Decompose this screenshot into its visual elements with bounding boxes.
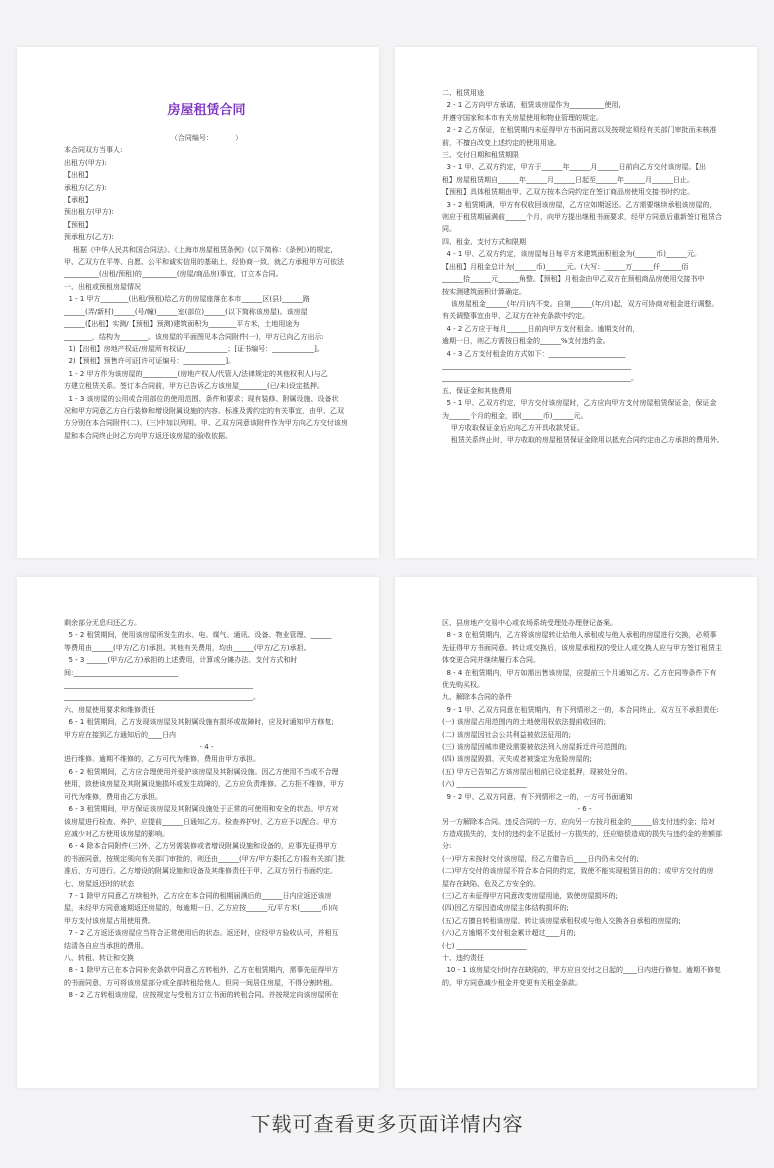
text-line: (六)乙方逾期不支付租金累计超过____月的; xyxy=(442,929,576,938)
text-line: ______拾______元______角整。【预租】月租金由甲乙双方在预租商品房使用交接书中 xyxy=(442,275,705,284)
text-line: 先征得甲方书面同意。转让或交换后，该房屋承租权的受让人或交换人应与甲方签订租赁主 xyxy=(442,643,722,652)
text-line: 该房屋租金______(年/月)内不变。自第______(年/月)起，双方可协商对租金进行调整。 xyxy=(442,299,719,308)
text-line: 9 - 1 甲、乙双方同意在租赁期内，有下列情形之一的，本合同终止，双方互不承担责任: xyxy=(442,705,719,714)
text-line: (三) 该房屋因城市建设需要被依法列入房屋拆迁许可范围的; xyxy=(442,743,628,752)
page-4-text xyxy=(442,617,727,989)
page-1 xyxy=(17,47,379,558)
text-line: ______(弄/新村)______(号/幢)______室(部位)______(以下简称该房屋)。该房屋 xyxy=(64,307,308,316)
text-line: 十、违约责任 xyxy=(442,953,484,962)
text-line: (五) 甲方已告知乙方该房屋出租前已设定抵押，现被处分的。 xyxy=(442,767,632,776)
text-line: (二) 该房屋因社会公共利益被依法征用的; xyxy=(442,730,572,739)
text-line: (三)乙方未征得甲方同意改变房屋用途，致使房屋损坏的; xyxy=(442,891,618,900)
text-line: 【出租】月租金总计为(______币)______元。(大写：______万______仟______佰 xyxy=(442,262,689,271)
text-line: 准后，方可进行。乙方增设的附属设施和设备及其维修责任于甲、乙双方另行书面约定。 xyxy=(64,867,337,876)
text-line: 2)【预租】预售许可证[许可证编号：____________]。 xyxy=(64,357,236,366)
text-line: 分: xyxy=(442,842,452,851)
text-line: 1 - 2 甲方作为该房屋的__________(房地产权人/代管人/法律规定的其他权利人)与乙 xyxy=(64,369,328,378)
text-line: 租赁关系终止时，甲方收取的房屋租赁保证金除用以抵充合同约定由乙方承担的费用外, xyxy=(442,436,720,445)
document-title: 房屋租赁合同 xyxy=(167,103,246,118)
text-line: 并遵守国家和本市有关房屋使用和物业管理的规定。 xyxy=(442,113,603,122)
text-line: 二、租赁用途 xyxy=(442,89,484,97)
text-line: 屋存在缺陷、危及乙方安全的。 xyxy=(442,879,540,888)
text-line: 可代为维修，费用由乙方承担。 xyxy=(64,792,162,801)
text-line: (四) 该房屋毁损、灭失或者被鉴定为危险房屋的; xyxy=(442,755,593,764)
text-line: - 4 - xyxy=(199,743,214,752)
text-line: - 6 - xyxy=(577,805,592,814)
text-line: 甲方收取保证金后应向乙方开具收款凭证。 xyxy=(442,423,584,432)
text-line: 逾期一日，则乙方需按日租金的______%支付违约金。 xyxy=(442,337,610,346)
page-3-content xyxy=(64,617,349,1002)
text-line: 1 - 3 该房屋的公用或合用部位的使用范围、条件和要求；现有装修、附属设施、设备状 xyxy=(64,394,339,403)
text-line: 9 - 2 甲、乙双方同意，有下列情形之一的，一方可书面通知 xyxy=(442,792,633,801)
text-line: ______________________________________________________ xyxy=(64,681,253,690)
text-line: 九、解除本合同的条件 xyxy=(442,693,512,702)
text-line: 【承租】 xyxy=(64,196,92,205)
page-1-content xyxy=(64,99,349,442)
text-line: (五)乙方擅自转租该房屋、转让该房屋承租权或与他人交换各自承租的房屋的; xyxy=(442,916,681,925)
text-line: 甲方应在接到乙方通知后的____日内 xyxy=(64,730,176,739)
text-line: 【预租】 xyxy=(64,220,92,229)
text-line: 的书面同意，按规定须向有关部门审批的，则还由______(甲方/甲方委托乙方)报有关部门批 xyxy=(64,854,345,863)
text-line: 2 - 1 乙方向甲方承诺，租赁该房屋作为__________使用, xyxy=(442,101,621,110)
text-line: 租】房屋租赁期自______年______月______日起至______年______月______日止。 xyxy=(442,175,694,184)
text-line: 的，甲方同意减少租金并变更有关租金条款。 xyxy=(442,978,582,987)
page-3-text xyxy=(64,617,349,1002)
text-line: 八、转租、转让和交换 xyxy=(64,953,134,962)
text-line: 况和甲方同意乙方自行装修和增设附属设施的内容、标准及需约定的有关事宜，由甲、乙双 xyxy=(64,406,344,415)
text-line: ______________________________________________________ xyxy=(442,361,631,370)
page-2-content xyxy=(442,87,727,447)
page-4-content xyxy=(442,617,727,989)
text-line: 屋和本合同终止时乙方向甲方返还该房屋的验收依据。 xyxy=(64,431,232,440)
text-line: 进行维修。逾期不维修的，乙方可代为维修，费用由甲方承担。 xyxy=(64,755,260,764)
text-line: 屋，未经甲方同意逾期返还房屋的，每逾期一日，乙方应按______元/平方米(______币)向 xyxy=(64,904,338,913)
text-line: 一、出租或预租房屋情况 xyxy=(64,282,141,291)
text-line: 间:______________________________ xyxy=(64,668,179,677)
text-line: 6 - 4 除本合同附件(三)外，乙方另需装修或者增设附属设施和设备的，应事先征得甲方 xyxy=(64,842,338,851)
text-line: (一) 该房屋占用范围内的土地使用权依法提前收回的; xyxy=(442,718,607,727)
page-1-text xyxy=(64,132,349,442)
text-line: 五、保证金和其他费用 xyxy=(442,386,512,395)
text-line: 2 - 2 乙方保证，在租赁期内未征得甲方书面同意以及按规定须经有关部门审批而未核准 xyxy=(442,126,717,135)
page-4 xyxy=(395,577,757,1088)
text-line: 6 - 2 租赁期间，乙方应合理使用并爱护该房屋及其附属设施。因乙方使用不当或不合理 xyxy=(64,767,339,776)
text-line: 前，不擅自改变上述约定的使用用途。 xyxy=(442,138,561,147)
text-line: 使用，致使该房屋及其附属设施损坏或发生故障的，乙方应负责维修。乙方拒不维修，甲方 xyxy=(64,780,344,789)
text-line: 预出租方(甲方): xyxy=(64,208,114,217)
text-line: ________，结构为________。该房屋的平面图见本合同附件(一)，甲方已向乙方出示: xyxy=(64,332,324,341)
text-line: 【出租】 xyxy=(64,171,92,180)
text-line: 三、交付日期和租赁期限 xyxy=(442,151,519,160)
text-line: (六) ____________________ xyxy=(442,780,527,789)
text-line: 等费用由______(甲方/乙方)承担。其他有关费用，均由______(甲方/乙方)承担。 xyxy=(64,643,311,652)
text-line: 8 - 3 在租赁期内，乙方将该房屋转让给他人承租或与他人承租的房屋进行交换，必须事 xyxy=(442,631,717,640)
text-line: ______________________________________________________。 xyxy=(442,374,638,383)
text-line: 【预租】具体租赁期由甲、乙双方按本合同约定在签订商品房使用交接书时约定。 xyxy=(442,188,694,197)
text-line: 结清各自应当承担的费用。 xyxy=(64,941,148,950)
text-line: 甲方支付该房屋占用使用费。 xyxy=(64,916,155,925)
text-line: (一)甲方未按时交付该房屋，经乙方催告后____日内仍未交付的; xyxy=(442,854,639,863)
text-line: (二)甲方交付的该房屋不符合本合同的约定，致使不能实现租赁目的的；或甲方交付的房 xyxy=(442,867,714,876)
text-line: 本合同双方当事人: xyxy=(64,146,123,155)
text-line: 预承租方(乙方): xyxy=(64,233,114,242)
text-line: 剩余部分无息归还乙方。 xyxy=(64,619,141,627)
page-3 xyxy=(17,577,379,1088)
text-line: 10 - 1 该房屋交付时存在缺陷的，甲方应自交付之日起的____日内进行修复。逾期不修复 xyxy=(442,966,722,975)
text-line: (七) ____________________ xyxy=(442,941,527,950)
text-line: 4 - 3 乙方支付租金的方式如下：______________________ xyxy=(442,349,626,358)
text-line: 同。 xyxy=(442,225,456,234)
text-line: 5 - 3 ______(甲方/乙方)承担的上述费用，计算或分摊办法、支付方式和时 xyxy=(64,656,298,665)
text-line: 为______个月的租金，即(______币)______元。 xyxy=(442,411,588,420)
text-line: 8 - 2 乙方转租该房屋，应按规定与受租方订立书面的转租合同。并按规定向该房屋所在 xyxy=(64,991,339,1000)
text-line: （合同编号： ） xyxy=(170,134,243,142)
text-line: 根据《中华人民共和国合同法》、《上海市房屋租赁条例》(以下简称：《条例》)的规定, xyxy=(64,245,333,254)
text-line: 3 - 2 租赁期满，甲方有权收回该房屋，乙方应如期返还。乙方需要继续承租该房屋的， xyxy=(442,200,717,209)
text-line: 6 - 3 租赁期间，甲方保证该房屋及其附属设施处于正常的可使用和安全的状态。甲方对 xyxy=(64,805,339,814)
text-line: 另一方解除本合同。违反合同的一方，应向另一方按月租金的______倍支付违约金；给对 xyxy=(442,817,715,826)
text-line: 方造成损失的，支付的违约金不足抵付一方损失的，还应赔偿造成的损失与违约金的差额部 xyxy=(442,829,722,838)
text-line: 方分别在本合同附件(二)、(三)中加以列明。甲、乙双方同意该附件作为甲方向乙方交付该房 xyxy=(64,419,348,428)
text-line: 应减少对乙方使用该房屋的影响。 xyxy=(64,829,169,838)
text-line: 8 - 1 除甲方已在本合同补充条款中同意乙方转租外，乙方在租赁期内，需事先征得甲方 xyxy=(64,966,339,975)
text-line: __________(出租/预租)的__________(房屋/商品房)事宜，订立本合同。 xyxy=(64,270,283,279)
text-line: 5 - 1 甲、乙双方约定，甲方交付该房屋时，乙方应向甲方支付房屋租赁保证金，保证金 xyxy=(442,399,717,408)
text-line: 有关调整事宜由甲、乙双方在补充条款中约定。 xyxy=(442,312,589,321)
text-line: 4 - 1 甲、乙双方约定，该房屋每日每平方米建筑面积租金为(______币)______元。 xyxy=(442,250,702,259)
text-line: 七、房屋返还时的状态 xyxy=(64,879,134,888)
text-line: ______________________________________________________。 xyxy=(64,693,260,702)
text-line: 区、县房地产交易中心或农场系统受理处办理登记备案。 xyxy=(442,619,617,627)
text-line: 出租方(甲方): xyxy=(64,158,107,167)
footer-hint: 下载可查看更多页面详情内容 xyxy=(250,1112,524,1136)
text-line: 优先购买权。 xyxy=(442,681,484,690)
text-line: 则应于租赁期届满前______个月，向甲方提出继租书面要求，经甲方同意后重新签订租赁合 xyxy=(442,213,722,222)
text-line: (四)因乙方原因造成房屋主体结构损坏的; xyxy=(442,904,569,913)
text-line: 1)【出租】房地产权证/房屋所有权证/____________；[证书编号：____________]。 xyxy=(64,344,324,353)
page-2 xyxy=(395,47,757,558)
text-line: 3 - 1 甲、乙双方约定，甲方于______年______月______日前向乙方交付该房屋。【出 xyxy=(442,163,707,172)
page-2-text xyxy=(442,87,727,447)
text-line: 承租方(乙方): xyxy=(64,183,107,192)
text-line: 8 - 4 在租赁期内，甲方如需出售该房屋，应提前三个月通知乙方。乙方在同等条件下有 xyxy=(442,668,717,677)
text-line: 7 - 2 乙方返还该房屋应当符合正常使用后的状态。返还时，应经甲方验收认可，并相互 xyxy=(64,929,339,938)
text-line: 4 - 2 乙方应于每月______日前向甲方支付租金。逾期支付的， xyxy=(442,324,640,333)
text-line: 该房屋进行检查、养护，应提前______日通知乙方。检查养护时，乙方应予以配合。甲方 xyxy=(64,817,337,826)
text-line: 方建立租赁关系。签订本合同前，甲方已告诉乙方该房屋________(已/未)设定抵押。 xyxy=(64,382,324,391)
text-line: 5 - 2 租赁期间，使用该房屋所发生的水、电、煤气、通讯、设备、物业管理、______ xyxy=(64,631,332,640)
text-line: 按实测建筑面积计算确定。 xyxy=(442,287,526,296)
text-line: 7 - 1 除甲方同意乙方续租外，乙方应在本合同的租期届满后的______日内应返还该房 xyxy=(64,891,332,900)
text-line: 四、租金、支付方式和限期 xyxy=(442,237,526,246)
text-line: 6 - 1 租赁期间，乙方发现该房屋及其附属设施有损坏或故障时，应及时通知甲方修复; xyxy=(64,718,334,727)
text-line: 体变更合同并继续履行本合同。 xyxy=(442,656,540,665)
text-line: ______(【出租】实测/【预租】预测)建筑面积为________平方米，土地用途为 xyxy=(64,320,300,329)
text-line: 1 - 1 甲方________(出租/预租)给乙方的房屋座落在本市______区(县)______路 xyxy=(64,295,310,304)
text-line: 六、房屋使用要求和维修责任 xyxy=(64,705,155,714)
text-line: 的书面同意，方可将该房屋部分或全部转租给他人。但同一间居住房屋，不得分割转租。 xyxy=(64,978,337,987)
text-line: 甲、乙双方在平等、自愿、公平和诚实信用的基础上，经协商一致，就乙方承租甲方可依法 xyxy=(64,258,344,267)
